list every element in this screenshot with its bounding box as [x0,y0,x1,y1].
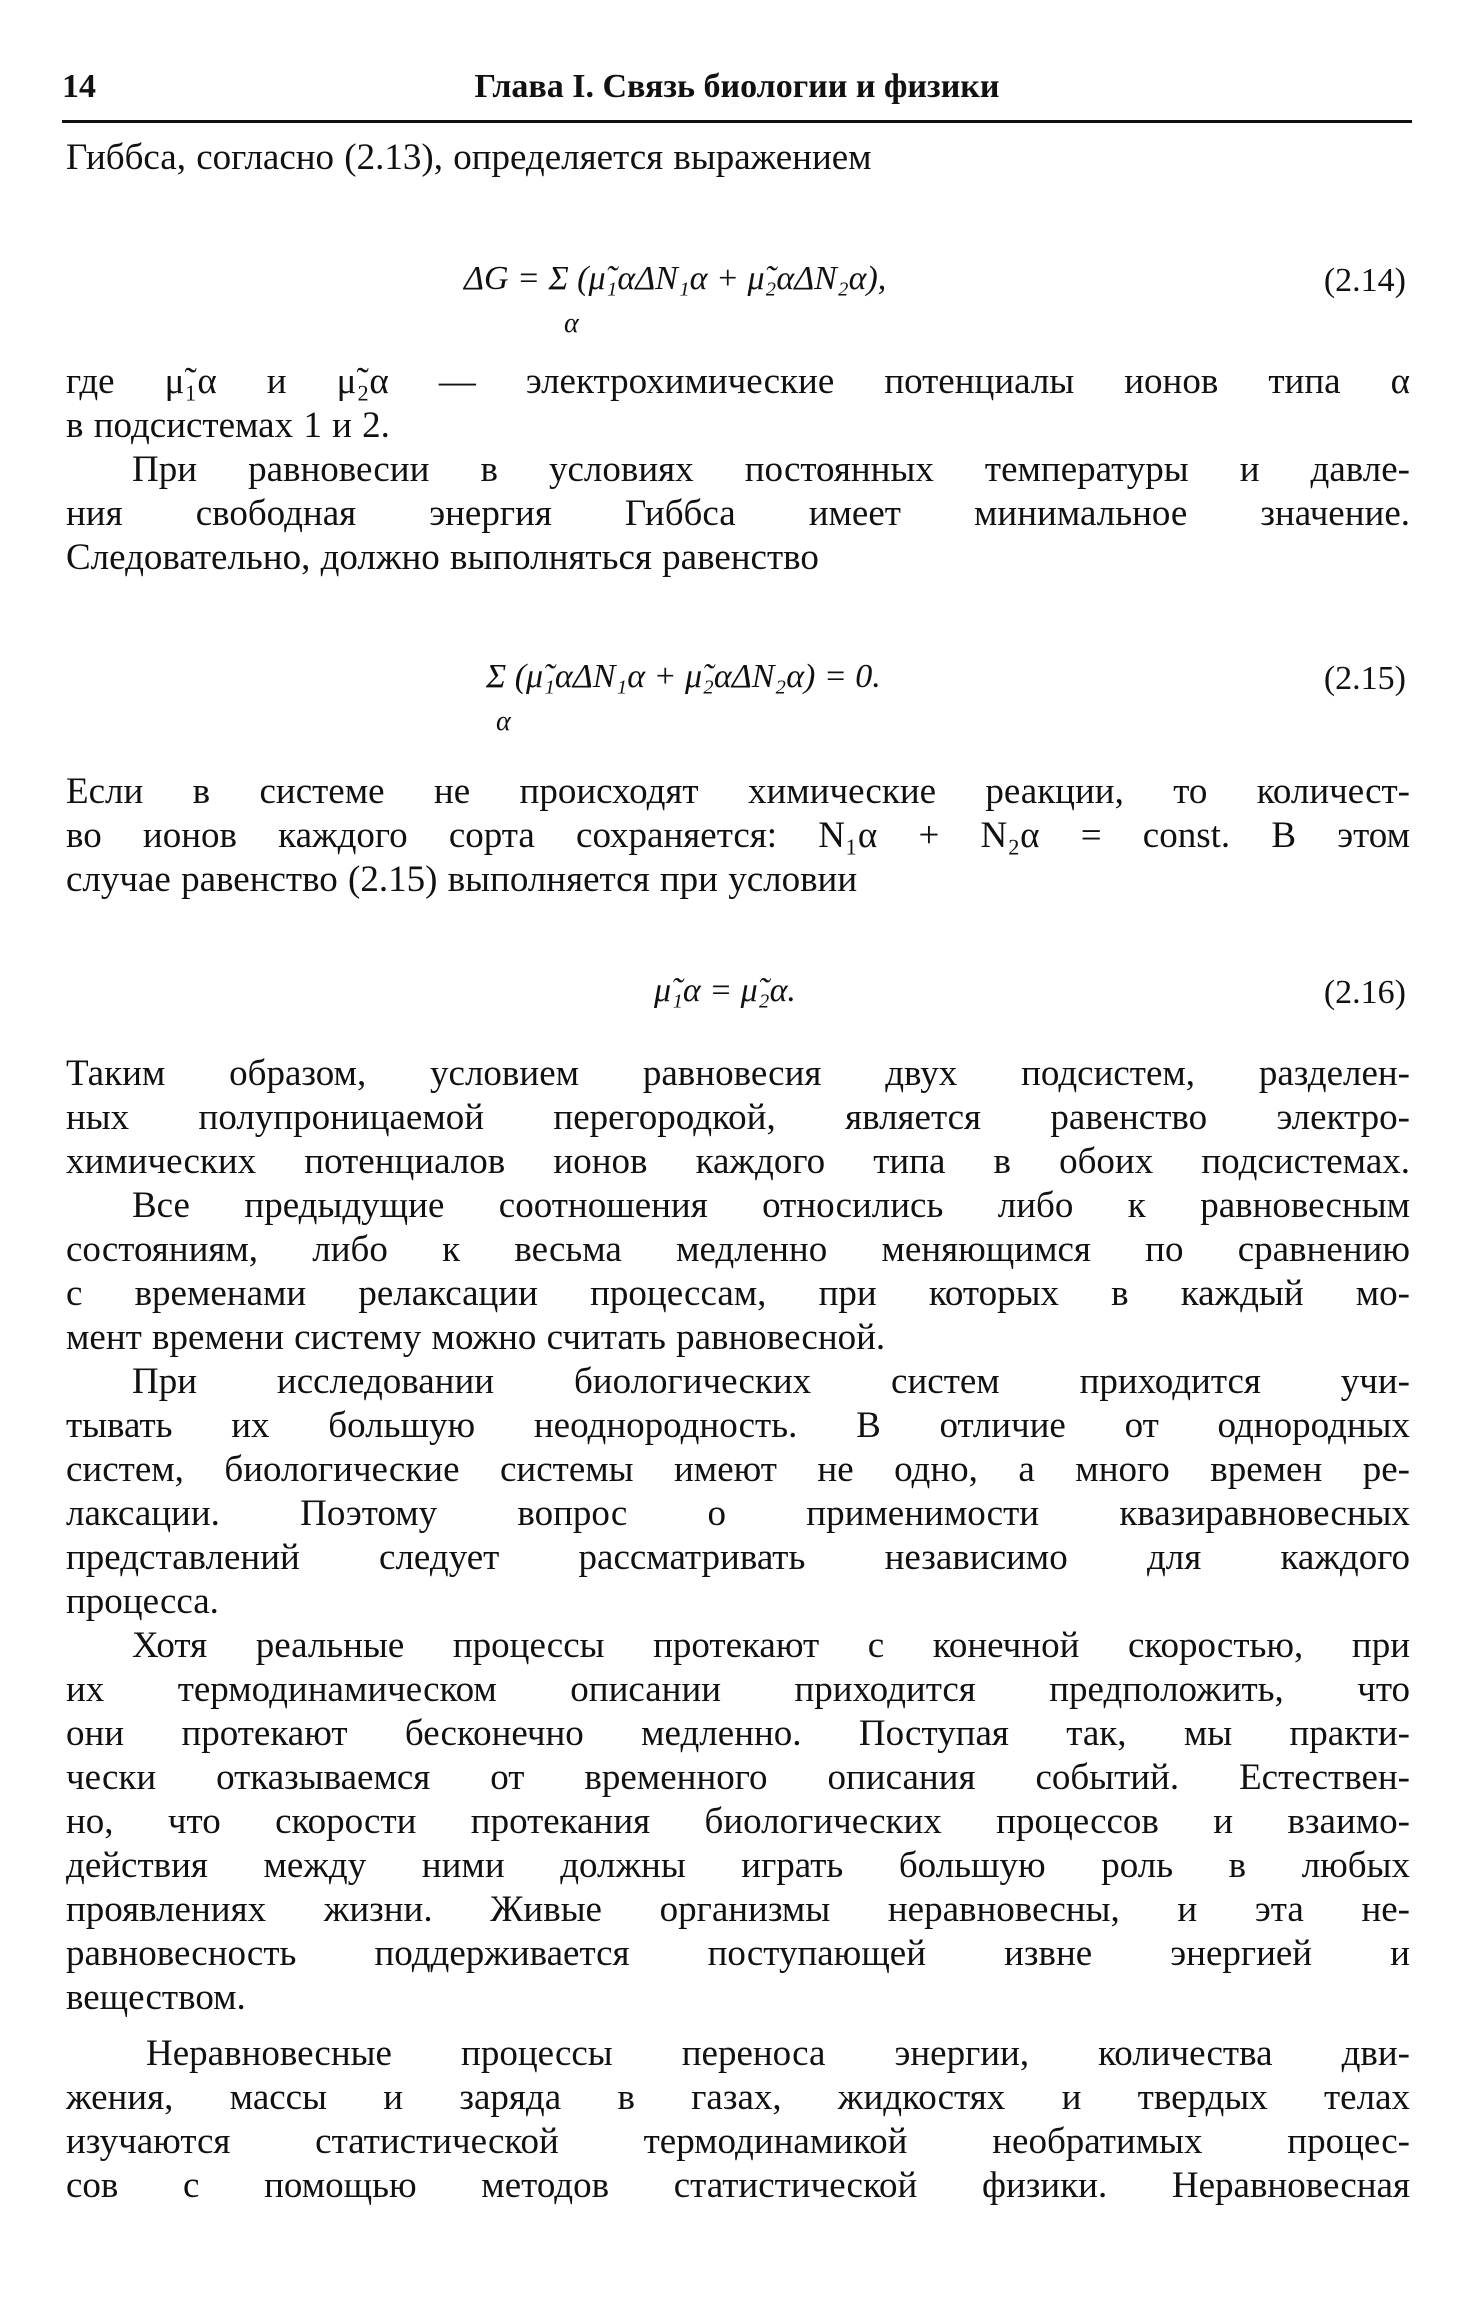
text-line: процесса. [66,1581,219,1622]
equation-2-14 [66,250,1410,339]
equation-formula: Σ (μ̃₁αΔN₁α + μ̃₂αΔN₂α) = 0. [486,658,881,695]
text-line: Гиббса, согласно (2.13), определяется выражением [66,137,872,178]
text-line: Все предыдущие соотношения относились либо к равновесным [132,1185,1410,1226]
text-line: состояниям, либо к весьма медленно меняющимся по сравнению [66,1229,1410,1270]
equation-2-15 [66,648,1410,737]
equation-formula: ΔG = Σ (μ̃₁αΔN₁α + μ̃₂αΔN₂α), [464,260,887,297]
text-line: При исследовании биологических систем приходится учи- [132,1361,1410,1402]
equation-2-16 [66,962,1410,1022]
text-line: они протекают бесконечно медленно. Поступая так, мы практи- [66,1713,1410,1754]
text-line: представлений следует рассматривать независимо для каждого [66,1537,1410,1578]
text-line: Неравновесные процессы переноса энергии, количества дви- [146,2033,1410,2074]
equation-formula: μ̃₁α = μ̃₂α. [654,972,796,1009]
text-line: их термодинамическом описании приходится предположить, что [66,1669,1410,1710]
running-head: Глава I. Связь биологии и физики [474,68,1000,105]
text-line: Таким образом, условием равновесия двух подсистем, разделен- [66,1053,1410,1094]
text-line: чески отказываемся от временного описания событий. Естествен- [66,1757,1410,1798]
text-line: При равновесии в условиях постоянных температуры и давле- [132,449,1410,490]
text-line: веществом. [66,1977,246,2018]
page-header [62,64,1412,123]
sum-index: α [564,308,579,339]
text-line: Если в системе не происходят химические реакции, то количест- [66,771,1410,812]
text-line: изучаются статистической термодинамикой необратимых процес- [66,2121,1410,2162]
text-line: во ионов каждого сорта сохраняется: N₁α + N₂α = const. В этом [66,815,1410,856]
text-line: сов с помощью методов статистической физики. Неравновесная [66,2165,1410,2206]
text-line: жения, массы и заряда в газах, жидкостях и твердых телах [66,2077,1410,2118]
text-line: лаксации. Поэтому вопрос о применимости квазиравновесных [66,1493,1410,1534]
text-line: ния свободная энергия Гиббса имеет минимальное значение. [66,493,1410,534]
text-line: химических потенциалов ионов каждого типа в обоих подсистемах. [66,1141,1410,1182]
text-line: систем, биологические системы имеют не одно, а много времен ре- [66,1449,1410,1490]
text-line: случае равенство (2.15) выполняется при условии [66,859,858,900]
text-line: тывать их большую неоднородность. В отличие от однородных [66,1405,1410,1446]
text-line: мент времени систему можно считать равновесной. [66,1317,886,1358]
text-line: равновесность поддерживается поступающей извне энергией и [66,1933,1410,1974]
sum-index: α [496,706,511,737]
text-line: где μ̃₁α и μ̃₂α — электрохимические потенциалы ионов типа α [66,361,1410,402]
equation-number: (2.16) [1323,974,1406,1011]
page-number: 14 [62,68,96,105]
text-line: действия между ними должны играть большую роль в любых [66,1845,1410,1886]
text-line: ных полупроницаемой перегородкой, является равенство электро- [66,1097,1410,1138]
text-line: Хотя реальные процессы протекают с конечной скоростью, при [132,1625,1410,1666]
equation-number: (2.15) [1323,660,1406,697]
text-line: но, что скорости протекания биологических процессов и взаимо- [66,1801,1410,1842]
equation-number: (2.14) [1323,262,1406,299]
text-line: с временами релаксации процессам, при которых в каждый мо- [66,1273,1410,1314]
text-line: Следовательно, должно выполняться равенство [66,537,819,578]
text-line: в подсистемах 1 и 2. [66,405,390,446]
text-line: проявлениях жизни. Живые организмы неравновесны, и эта не- [66,1889,1410,1930]
